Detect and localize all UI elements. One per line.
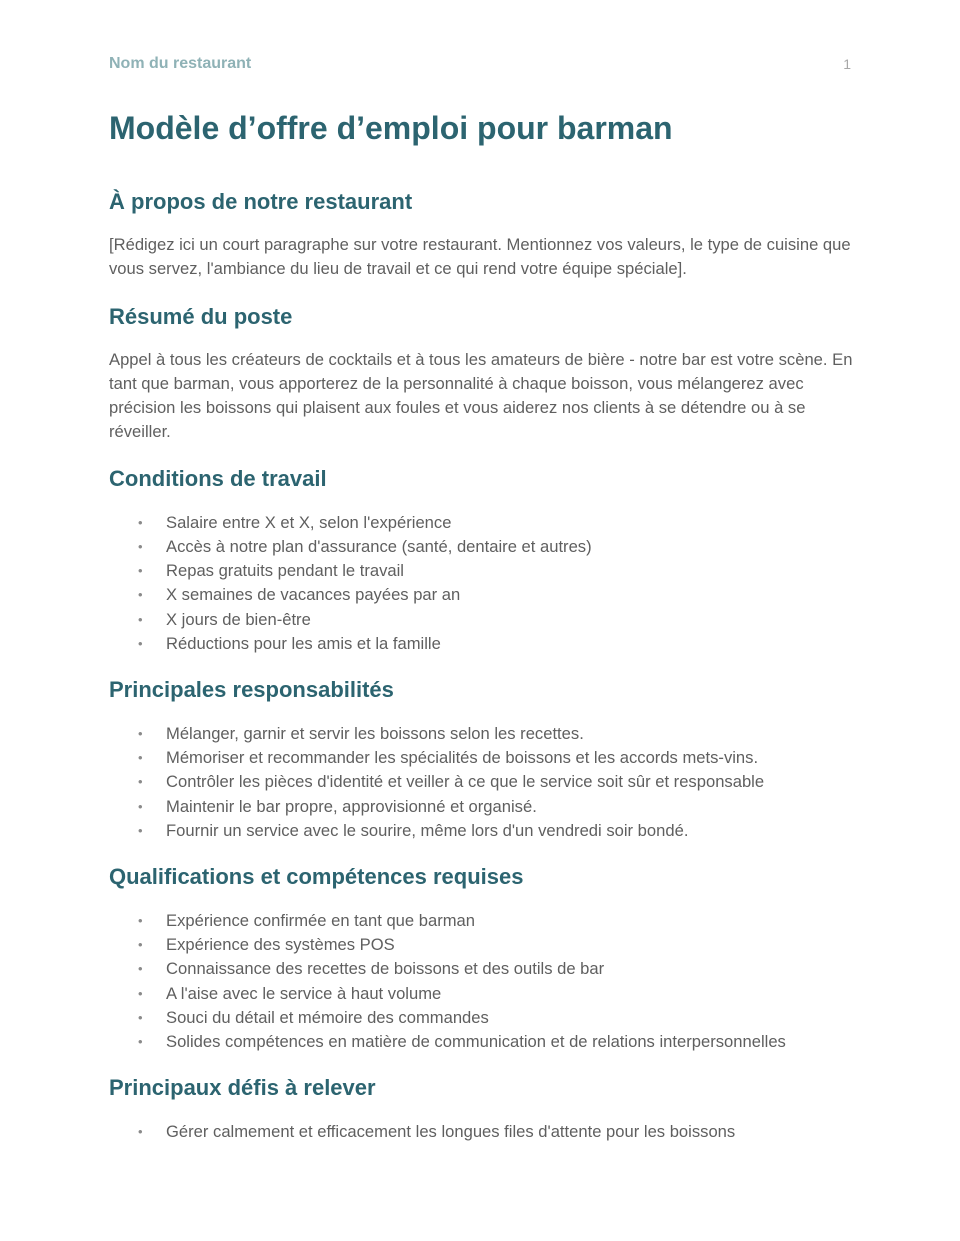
list-item-text: A l'aise avec le service à haut volume [166,983,442,1003]
conditions-list [109,511,854,656]
page-title: Modèle d’offre d’emploi pour barman [109,110,673,146]
list-item [109,583,854,607]
list-item [109,909,854,933]
list-item-text: X semaines de vacances payées par an [166,585,461,605]
list-item-text: Fournir un service avec le sourire, même lors d'un vendredi soir bondé. [166,820,689,840]
list-item-text: Mélanger, garnir et servir les boissons selon les recettes. [166,724,584,743]
list-item [109,933,854,957]
bullet-icon: • [138,798,143,814]
list-item [109,608,854,632]
list-item-text: Expérience confirmée en tant que barman [166,911,476,931]
list-item-text: Expérience des systèmes POS [166,935,395,955]
document-body [109,106,854,1144]
bullet-icon: • [138,961,143,977]
bullet-icon: • [138,985,143,1001]
page-number: 1 [843,56,851,72]
bullet-icon: • [138,1009,143,1025]
list-item [109,982,854,1006]
list-item [109,1030,854,1054]
section-heading-challenges: Principaux défis à relever [109,1075,376,1101]
list-item [109,632,854,656]
responsibilities-list [109,722,854,843]
list-item [109,722,854,746]
bullet-icon: • [138,538,143,554]
bullet-icon: • [138,587,143,603]
list-item-text: Repas gratuits pendant le travail [166,561,404,581]
list-item-text: Réductions pour les amis et la famille [166,633,441,653]
list-item-text: Solides compétences en matière de communication et de relations interpersonnelles [166,1032,786,1052]
section-heading-about: À propos de notre restaurant [109,189,413,214]
summary-paragraph: Appel à tous les créateurs de cocktails et à tous les amateurs de bière - notre bar est votre scène. En tant que barman, vous apporterez de la personnalité à chaque boisson, vous mélangerez avec précision les boissons qui plaisent aux foules et vous aiderez nos clients à se détendre ou à se réveiller. [109,349,853,442]
list-item-text: Contrôler les pièces d'identité et veiller à ce que le service soit sûr et responsable [166,772,765,792]
list-item [109,559,854,583]
bullet-icon: • [138,726,143,741]
restaurant-name-header: Nom du restaurant [109,55,252,72]
list-item [109,511,854,535]
list-item-text: Gérer calmement et efficacement les longues files d'attente pour les boissons [166,1122,736,1142]
list-item [109,795,854,819]
list-item [109,957,854,981]
list-item-text: Souci du détail et mémoire des commandes [166,1007,489,1027]
qualifications-list [109,909,854,1054]
bullet-icon: • [138,1124,143,1140]
bullet-icon: • [138,611,143,627]
list-item-text: Salaire entre X et X, selon l'expérience [166,512,452,532]
list-item-text: X jours de bien-être [166,609,311,629]
section-heading-qualifications: Qualifications et compétences requises [109,864,524,890]
list-item [109,746,854,770]
bullet-icon: • [138,913,143,929]
list-item [109,535,854,559]
list-item-text: Connaissance des recettes de boissons et des outils de bar [166,959,605,979]
bullet-icon: • [138,774,143,790]
bullet-icon: • [138,937,143,953]
bullet-icon: • [138,563,143,579]
list-item [109,1120,854,1144]
list-item [109,1006,854,1030]
section-heading-conditions: Conditions de travail [109,465,327,491]
challenges-list [109,1120,854,1144]
bullet-icon: • [138,635,143,651]
bullet-icon: • [138,1034,143,1050]
list-item-text: Mémoriser et recommander les spécialités de boissons et les accords mets-vins. [166,748,759,768]
list-item [109,770,854,794]
list-item-text: Maintenir le bar propre, approvisionné et organisé. [166,796,537,816]
list-item [109,819,854,843]
bullet-icon: • [138,822,143,838]
about-paragraph: [Rédigez ici un court paragraphe sur votre restaurant. Mentionnez vos valeurs, le type de cuisine que vous servez, l'ambiance du lieu de travail et ce qui rend votre équipe spéciale]. [109,235,851,279]
bullet-icon: • [138,514,143,530]
list-item-text: Accès à notre plan d'assurance (santé, dentaire et autres) [166,536,592,556]
bullet-icon: • [138,750,143,766]
section-heading-summary: Résumé du poste [109,303,293,329]
section-heading-responsibilities: Principales responsabilités [109,677,394,702]
